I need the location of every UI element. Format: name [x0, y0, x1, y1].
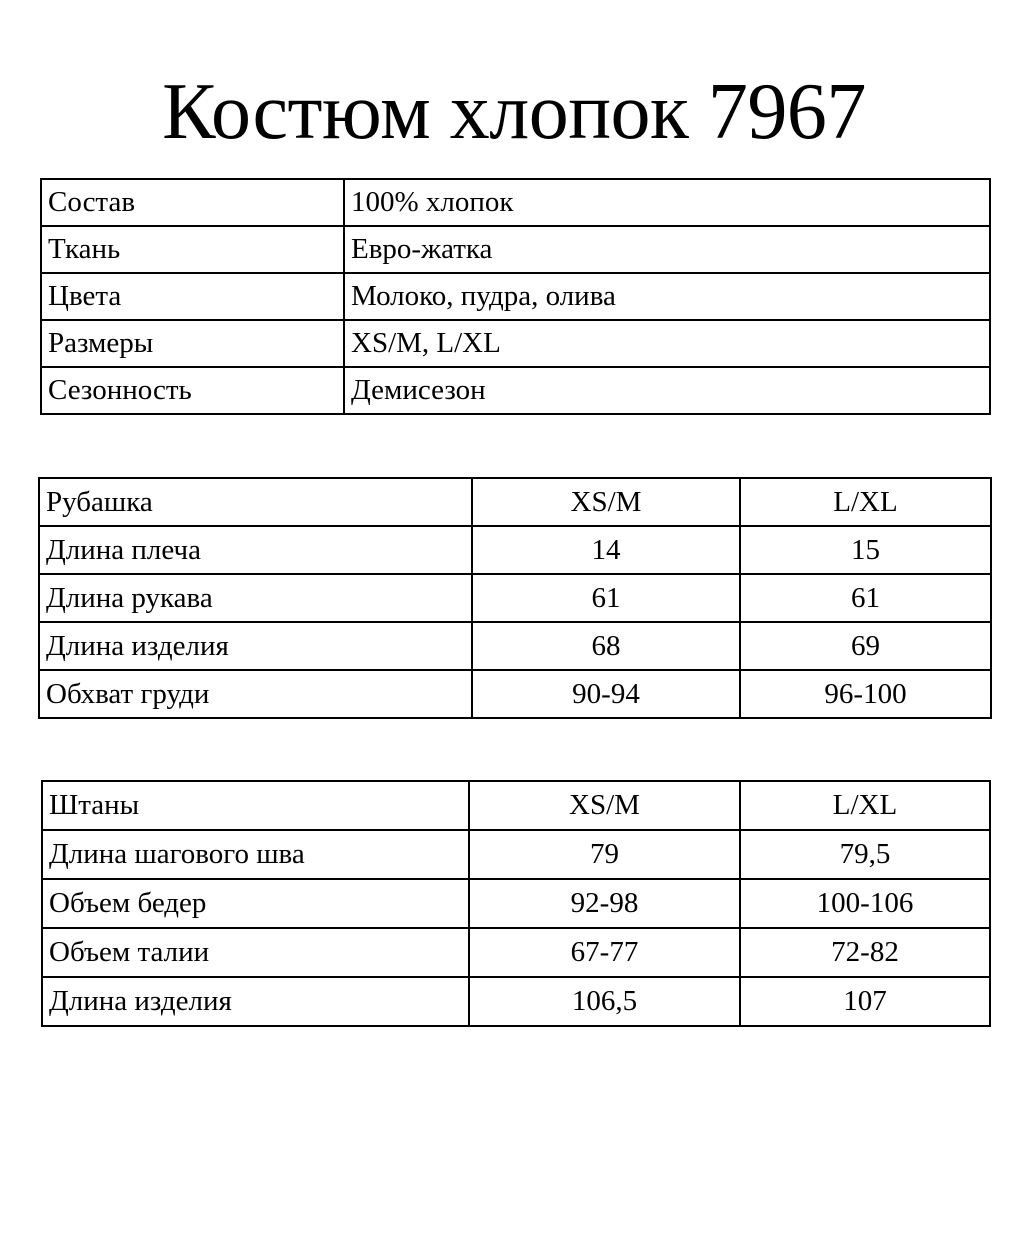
measure-size1: 61	[472, 574, 740, 622]
table-row	[42, 879, 990, 928]
column-header-size1: XS/M	[469, 781, 740, 830]
table-row	[41, 320, 990, 367]
spec-value: XS/M, L/XL	[344, 320, 990, 367]
measure-size2: 69	[740, 622, 991, 670]
page-title: Костюм хлопок 7967	[162, 68, 866, 156]
measure-size1: 92-98	[469, 879, 740, 928]
measure-size2: 79,5	[740, 830, 990, 879]
spec-value: 100% хлопок	[344, 179, 990, 226]
measure-size2: 96-100	[740, 670, 991, 718]
measure-label: Длина изделия	[42, 977, 469, 1026]
spec-label: Ткань	[41, 226, 344, 273]
table-row	[41, 226, 990, 273]
measure-label: Обхват груди	[39, 670, 472, 718]
table-row	[41, 179, 990, 226]
table-row	[41, 273, 990, 320]
measure-size2: 107	[740, 977, 990, 1026]
measure-size1: 79	[469, 830, 740, 879]
table-row	[42, 928, 990, 977]
measure-label: Длина рукава	[39, 574, 472, 622]
measure-label: Длина изделия	[39, 622, 472, 670]
table-header-row	[39, 478, 991, 526]
spec-label: Состав	[41, 179, 344, 226]
spec-label: Размеры	[41, 320, 344, 367]
measure-label: Объем бедер	[42, 879, 469, 928]
pants-size-table	[41, 780, 991, 1027]
measure-size1: 90-94	[472, 670, 740, 718]
column-header-size1: XS/M	[472, 478, 740, 526]
table-header-row	[42, 781, 990, 830]
measure-label: Объем талии	[42, 928, 469, 977]
table-row	[39, 526, 991, 574]
spec-value: Молоко, пудра, олива	[344, 273, 990, 320]
measure-size1: 68	[472, 622, 740, 670]
spec-label: Сезонность	[41, 367, 344, 414]
spec-table	[40, 178, 991, 415]
shirt-size-table	[38, 477, 992, 719]
table-row	[39, 574, 991, 622]
measure-size2: 61	[740, 574, 991, 622]
table-row	[42, 977, 990, 1026]
column-header-size2: L/XL	[740, 478, 991, 526]
column-header-garment: Рубашка	[39, 478, 472, 526]
measure-size1: 106,5	[469, 977, 740, 1026]
measure-size1: 14	[472, 526, 740, 574]
measure-size1: 67-77	[469, 928, 740, 977]
measure-label: Длина плеча	[39, 526, 472, 574]
column-header-size2: L/XL	[740, 781, 990, 830]
measure-size2: 100-106	[740, 879, 990, 928]
measure-label: Длина шагового шва	[42, 830, 469, 879]
spec-value: Евро-жатка	[344, 226, 990, 273]
column-header-garment: Штаны	[42, 781, 469, 830]
table-row	[39, 670, 991, 718]
spec-label: Цвета	[41, 273, 344, 320]
measure-size2: 15	[740, 526, 991, 574]
table-row	[42, 830, 990, 879]
table-row	[41, 367, 990, 414]
spec-value: Демисезон	[344, 367, 990, 414]
table-row	[39, 622, 991, 670]
measure-size2: 72-82	[740, 928, 990, 977]
